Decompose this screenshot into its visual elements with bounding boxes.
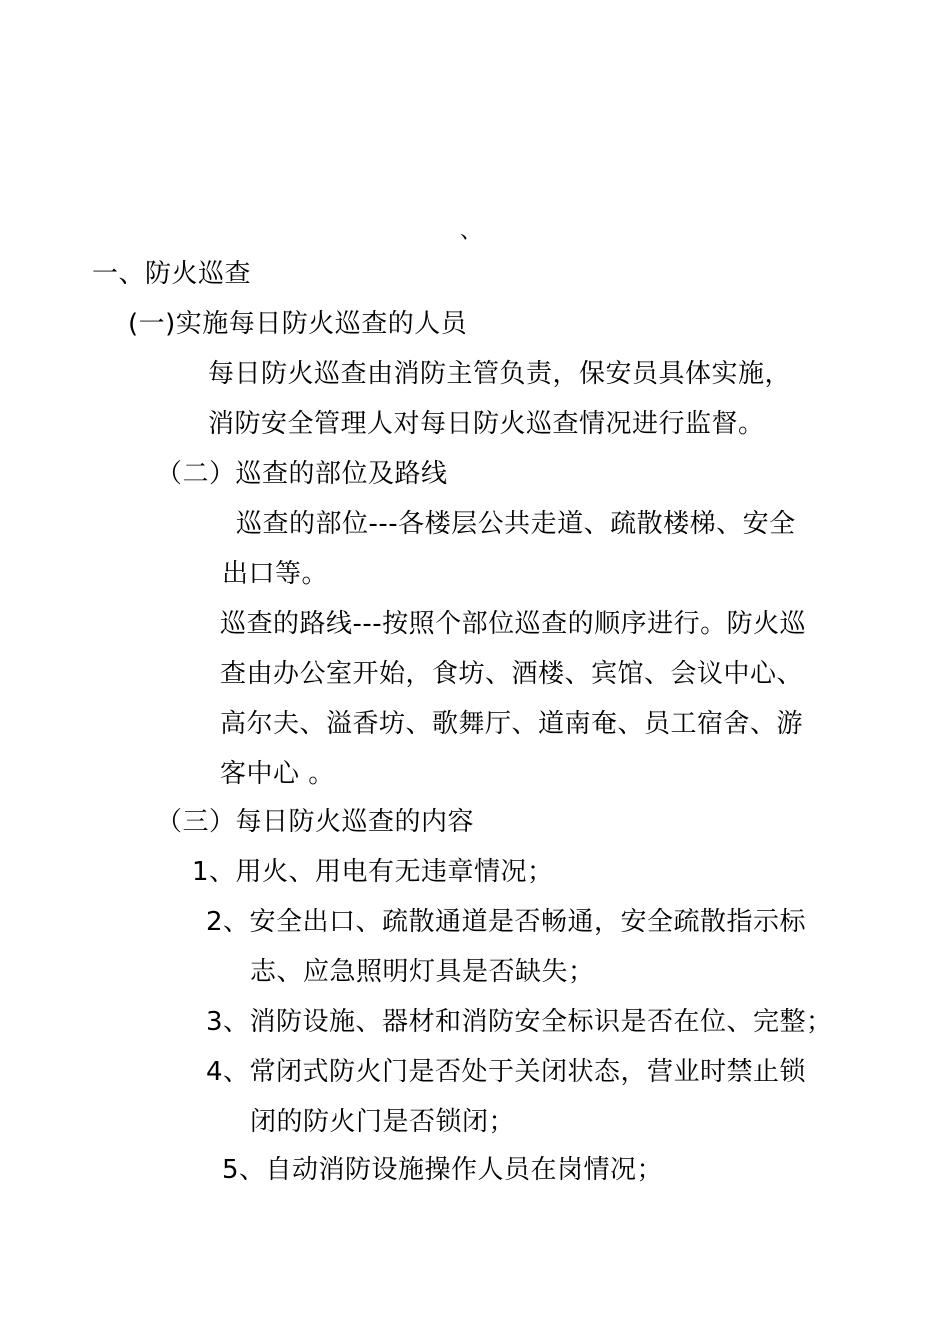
sub3-item-cont: 志、应急照明灯具是否缺失； [250, 957, 595, 987]
sub2-heading: （二）巡查的部位及路线 [156, 459, 448, 489]
sub3-item: 5、自动消防设施操作人员在岗情况； [222, 1155, 664, 1185]
sub2-line: 客中心 。 [220, 759, 335, 789]
sub3-item: 4、常闭式防火门是否处于关闭状态，营业时禁止锁 [206, 1057, 807, 1087]
sub1-line: 消防安全管理人对每日防火巡查情况进行监督。 [208, 409, 765, 439]
sub3-item: 2、安全出口、疏散通道是否畅通，安全疏散指示标 [206, 907, 807, 937]
sub1-line: 每日防火巡查由消防主管负责，保安员具体实施， [208, 359, 792, 389]
sub3-item-cont: 闭的防火门是否锁闭； [250, 1107, 516, 1137]
sub2-line: 高尔夫、溢香坊、歌舞厅、道南奄、员工宿舍、游 [220, 709, 804, 739]
sub2-line: 出口等。 [222, 559, 329, 589]
sub2-line: 巡查的部位---各楼层公共走道、疏散楼梯、安全 [236, 509, 796, 539]
sub3-item: 1、用火、用电有无违章情况； [192, 857, 554, 887]
sub3-item: 3、消防设施、器材和消防安全标识是否在位、完整； [206, 1007, 833, 1037]
section-title: 一、防火巡查 [92, 259, 252, 289]
sub1-heading: (一)实施每日防火巡查的人员 [128, 309, 468, 339]
sub2-line: 巡查的路线---按照个部位巡查的顺序进行。防火巡 [220, 609, 807, 639]
sub2-line: 查由办公室开始，食坊、酒楼、宾馆、会议中心、 [220, 659, 804, 689]
top-mark: 、 [460, 219, 483, 244]
sub3-heading: （三）每日防火巡查的内容 [156, 807, 475, 837]
